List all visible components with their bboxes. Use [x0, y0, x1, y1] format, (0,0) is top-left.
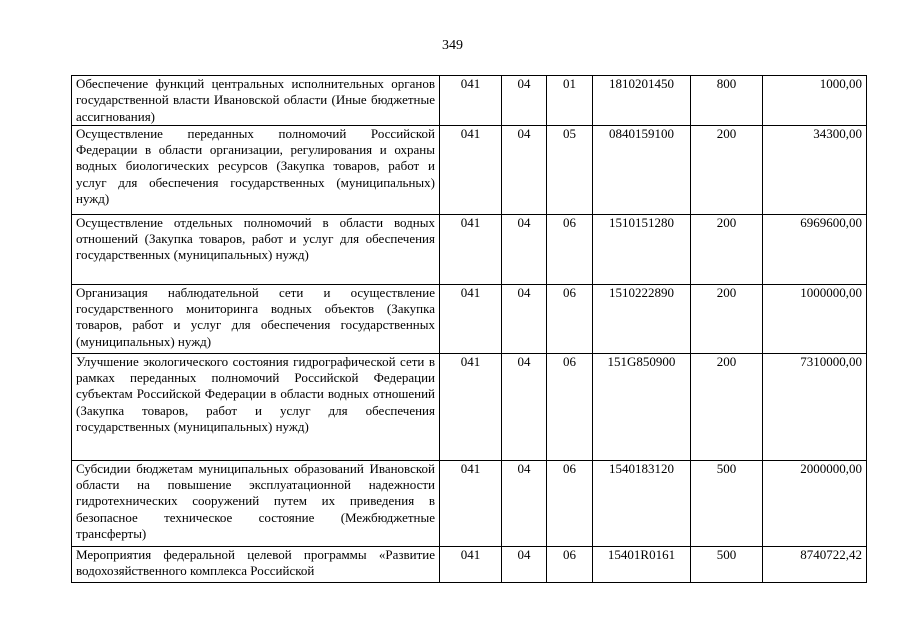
expense-type-code: 500	[691, 546, 763, 582]
section-code: 04	[502, 546, 547, 582]
grbs-code: 041	[440, 353, 502, 460]
grbs-code: 041	[440, 76, 502, 126]
subsection-code: 06	[547, 284, 593, 353]
row-description: Осуществление отдельных полномочий в области водных отношений (Закупка товаров, работ и услуг для обеспечения государственных (муниципальных) нужд)	[72, 214, 440, 284]
section-code: 04	[502, 76, 547, 126]
expense-type-code: 500	[691, 460, 763, 546]
row-description: Организация наблюдательной сети и осуществление государственного мониторинга водных объектов (Закупка товаров, работ и услуг для обеспечения государственных (муниципальных) нужд)	[72, 284, 440, 353]
subsection-code: 06	[547, 353, 593, 460]
page-number: 349	[442, 38, 463, 53]
section-code: 04	[502, 125, 547, 214]
table-row	[72, 546, 867, 582]
amount: 1000,00	[763, 76, 867, 126]
grbs-code: 041	[440, 284, 502, 353]
target-article-code: 1540183120	[593, 460, 691, 546]
section-code: 04	[502, 214, 547, 284]
amount: 7310000,00	[763, 353, 867, 460]
table-row	[72, 353, 867, 460]
subsection-code: 01	[547, 76, 593, 126]
table-row	[72, 76, 867, 126]
target-article-code: 1810201450	[593, 76, 691, 126]
subsection-code: 05	[547, 125, 593, 214]
table-row	[72, 460, 867, 546]
row-description: Улучшение экологического состояния гидрографической сети в рамках переданных полномочий Российской Федерации субъектам Российской Федерации в области водных отношений (Закупка товаров, работ и услуг для обеспечения государственных (муниципальных) нужд)	[72, 353, 440, 460]
grbs-code: 041	[440, 125, 502, 214]
expense-type-code: 200	[691, 284, 763, 353]
amount: 1000000,00	[763, 284, 867, 353]
target-article-code: 0840159100	[593, 125, 691, 214]
expense-type-code: 200	[691, 353, 763, 460]
target-article-code: 151G850900	[593, 353, 691, 460]
expense-type-code: 200	[691, 125, 763, 214]
section-code: 04	[502, 284, 547, 353]
amount: 34300,00	[763, 125, 867, 214]
section-code: 04	[502, 353, 547, 460]
subsection-code: 06	[547, 460, 593, 546]
row-description: Субсидии бюджетам муниципальных образований Ивановской области на повышение эксплуатационной надежности гидротехнических сооружений путем их приведения в безопасное техническое состояние (Межбюджетные трансферты)	[72, 460, 440, 546]
grbs-code: 041	[440, 214, 502, 284]
amount: 8740722,42	[763, 546, 867, 582]
expense-type-code: 800	[691, 76, 763, 126]
row-description: Осуществление переданных полномочий Российской Федерации в области организации, регулирования и охраны водных биологических ресурсов (Закупка товаров, работ и услуг для обеспечения государственных (муниципальных) нужд)	[72, 125, 440, 214]
target-article-code: 1510222890	[593, 284, 691, 353]
table-row	[72, 214, 867, 284]
row-description: Обеспечение функций центральных исполнительных органов государственной власти Ивановской области (Иные бюджетные ассигнования)	[72, 76, 440, 126]
target-article-code: 15401R0161	[593, 546, 691, 582]
table-row	[72, 125, 867, 214]
row-description: Мероприятия федеральной целевой программы «Развитие водохозяйственного комплекса Российской	[72, 546, 440, 582]
budget-table	[71, 75, 867, 583]
subsection-code: 06	[547, 214, 593, 284]
target-article-code: 1510151280	[593, 214, 691, 284]
section-code: 04	[502, 460, 547, 546]
subsection-code: 06	[547, 546, 593, 582]
amount: 6969600,00	[763, 214, 867, 284]
table-row	[72, 284, 867, 353]
grbs-code: 041	[440, 546, 502, 582]
grbs-code: 041	[440, 460, 502, 546]
amount: 2000000,00	[763, 460, 867, 546]
expense-type-code: 200	[691, 214, 763, 284]
